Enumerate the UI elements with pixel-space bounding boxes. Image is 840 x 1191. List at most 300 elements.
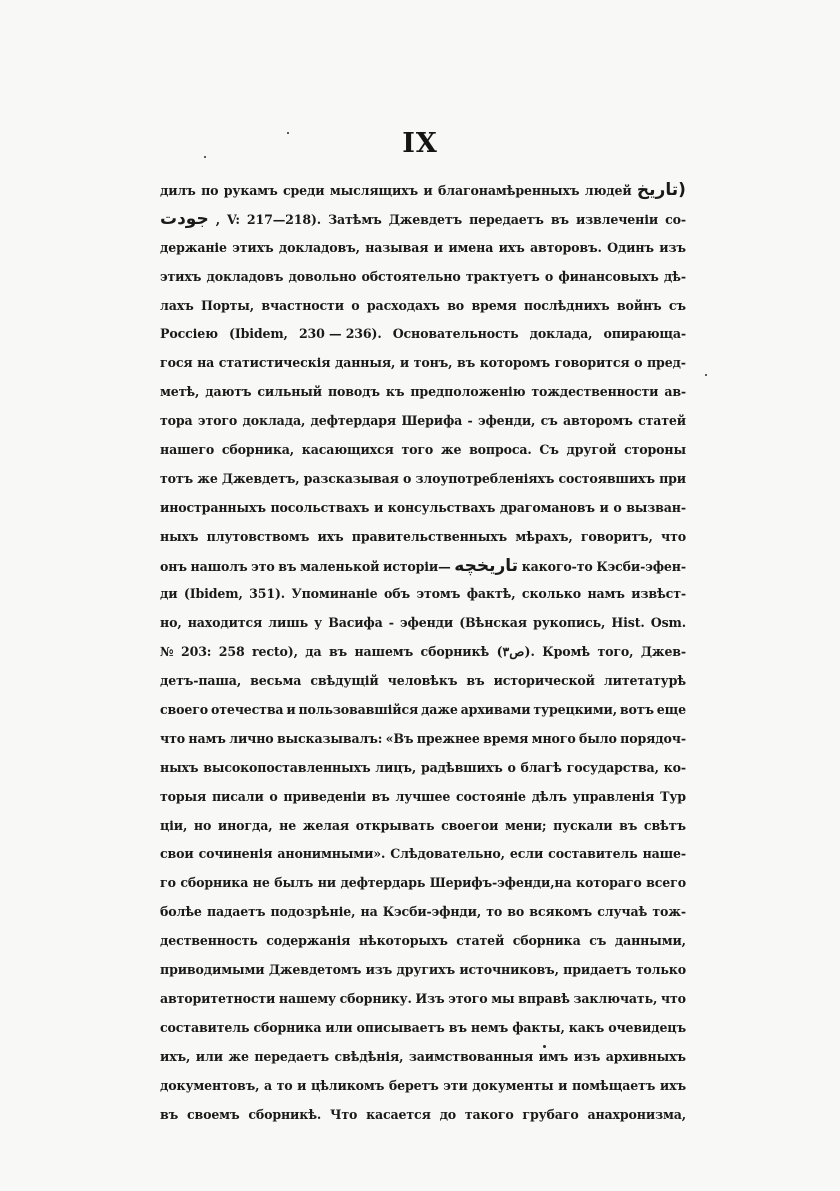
scan-speck xyxy=(287,132,289,134)
text-line xyxy=(160,205,686,234)
scan-speck xyxy=(543,1045,546,1048)
text-line xyxy=(160,436,686,465)
word: о xyxy=(544,268,554,284)
word: мы xyxy=(491,990,515,1006)
word: иностранныхъ xyxy=(160,499,266,515)
word: 203: xyxy=(180,644,212,660)
word: составитель xyxy=(160,1019,250,1035)
word: этихъ xyxy=(160,268,202,284)
word: метѣ, xyxy=(160,384,200,400)
word: о xyxy=(403,470,412,486)
word: Джевдетомъ xyxy=(268,962,362,978)
word: о xyxy=(351,297,360,313)
word: дественность xyxy=(160,933,258,949)
word: документовъ, xyxy=(160,1077,260,1093)
word: докладовъ, xyxy=(278,239,360,255)
word: тотъ xyxy=(160,470,194,486)
text-line xyxy=(160,898,686,927)
word: дѣ- xyxy=(663,268,686,284)
word: онъ xyxy=(160,558,187,574)
text-line xyxy=(160,176,686,205)
text-line xyxy=(160,263,686,292)
word: Джевдетъ xyxy=(388,211,463,227)
word: ихъ xyxy=(498,239,525,255)
word: говорится xyxy=(554,355,630,371)
word: (Вѣнская xyxy=(459,615,527,631)
text-line xyxy=(160,754,686,783)
word: говоритъ, xyxy=(580,528,653,544)
word: грубаго xyxy=(522,1106,579,1122)
word: съ xyxy=(589,933,607,949)
word: если xyxy=(509,846,544,862)
word: о xyxy=(507,759,516,775)
word: Кромѣ xyxy=(542,644,591,660)
word: нашолъ xyxy=(190,558,248,574)
word: содержанія xyxy=(266,933,351,949)
word: тора xyxy=(160,413,193,429)
word: сборника xyxy=(253,1019,322,1035)
word: было xyxy=(579,730,617,746)
word: съ xyxy=(668,297,686,313)
word: во xyxy=(447,297,465,313)
word: и xyxy=(373,499,384,515)
word: трактуетъ xyxy=(465,268,540,284)
word: довольно xyxy=(288,268,357,284)
word: Основательность xyxy=(392,326,519,342)
word: приводимыми xyxy=(160,962,265,978)
word: ко- xyxy=(663,759,686,775)
word: объ xyxy=(384,586,411,602)
word: детъ-паша, xyxy=(160,673,242,689)
text-line xyxy=(160,234,686,263)
word: (ص٣). xyxy=(496,644,535,660)
word: намъ xyxy=(188,730,226,746)
word: не xyxy=(252,875,270,891)
word: доклада, xyxy=(242,413,306,429)
word: писали xyxy=(211,788,264,804)
word: финансовыхъ xyxy=(558,268,659,284)
word: о xyxy=(269,788,278,804)
word: своегои xyxy=(441,817,499,833)
word: порядоч- xyxy=(620,730,686,746)
word: сборника xyxy=(180,875,249,891)
word: разсказывая xyxy=(303,470,399,486)
word: передаетъ xyxy=(469,211,544,227)
word: дефтердарь xyxy=(340,875,426,891)
word: V: xyxy=(227,211,240,227)
word: котораго xyxy=(576,875,642,891)
word: же xyxy=(197,470,218,486)
text-line xyxy=(160,609,686,638)
text-line xyxy=(160,523,686,552)
word: цѣликомъ xyxy=(310,1077,385,1093)
word: турецкими, xyxy=(533,702,617,718)
word: и xyxy=(558,1077,568,1093)
word: о xyxy=(613,499,622,515)
word: во xyxy=(507,904,525,920)
word: состоявшихъ xyxy=(558,470,655,486)
word: - xyxy=(467,413,473,429)
word: вызван- xyxy=(626,499,686,515)
word: свѣдущій xyxy=(310,673,379,689)
text-line xyxy=(160,349,686,378)
word: много xyxy=(531,730,576,746)
text-line xyxy=(160,667,686,696)
word: въ xyxy=(278,558,297,574)
word: анахронизма, xyxy=(587,1106,686,1122)
word: сколько xyxy=(521,586,581,602)
word: recto), xyxy=(252,644,298,660)
word: болѣе xyxy=(160,904,202,920)
word: не xyxy=(279,817,297,833)
word: еще xyxy=(656,702,686,718)
word: изъ xyxy=(659,239,686,255)
word: фактѣ, xyxy=(466,586,516,602)
word: сочиненія xyxy=(198,846,273,862)
word: падаетъ xyxy=(206,904,266,920)
word: Изъ xyxy=(415,990,445,1006)
word: статей xyxy=(638,413,686,429)
word: въ xyxy=(448,1019,467,1035)
word: сборника, xyxy=(221,442,295,458)
text-line xyxy=(160,552,686,581)
word: же xyxy=(440,442,462,458)
word: злоупотребленіяхъ xyxy=(415,470,555,486)
text-line xyxy=(160,869,686,898)
word: заключать, xyxy=(573,990,658,1006)
text-line xyxy=(160,812,686,841)
word: наше- xyxy=(642,846,686,862)
word: при xyxy=(659,470,686,486)
word: консульствахъ xyxy=(387,499,496,515)
text-line xyxy=(160,1072,686,1101)
word: что xyxy=(160,730,185,746)
word: немъ xyxy=(470,1019,509,1035)
word: съ xyxy=(540,413,558,429)
word: въ xyxy=(371,788,390,804)
word: го xyxy=(160,875,176,891)
word: тонъ, xyxy=(413,355,453,371)
word: Джевдетъ, xyxy=(221,470,300,486)
word: маленькой xyxy=(300,558,380,574)
text-line xyxy=(160,696,686,725)
word: 230 — 236). xyxy=(298,326,382,342)
word: плутовствомъ xyxy=(206,528,310,544)
text-line xyxy=(160,494,686,523)
text-line xyxy=(160,465,686,494)
word: архивныхъ xyxy=(605,1048,686,1064)
text-line xyxy=(160,1014,686,1043)
word: же xyxy=(228,1048,249,1064)
word: (Ibidem, xyxy=(183,586,243,602)
text-line xyxy=(160,1043,686,1072)
text-line xyxy=(160,956,686,985)
word: весьма xyxy=(250,673,302,689)
word: 258 xyxy=(218,644,245,660)
word: государства, xyxy=(566,759,659,775)
word: ціи, xyxy=(160,817,188,833)
word: ныхъ xyxy=(160,528,199,544)
word: имъ xyxy=(538,1048,569,1064)
word: Порты, xyxy=(200,297,254,313)
word: намъ xyxy=(587,586,625,602)
word: извлеченіи xyxy=(575,211,659,227)
word: благонамѣренныхъ xyxy=(437,183,580,198)
word: этого xyxy=(448,990,488,1006)
word: Что xyxy=(329,1106,358,1122)
word: вправѣ xyxy=(518,990,570,1006)
word: докладовъ xyxy=(206,268,284,284)
word: обстоятельно xyxy=(361,268,461,284)
word: и xyxy=(286,702,296,718)
word: , xyxy=(215,211,220,227)
word: нашего xyxy=(160,442,215,458)
word: имена xyxy=(448,239,494,255)
word: ни xyxy=(317,875,336,891)
word: иногда, xyxy=(217,817,273,833)
word: авторитетности xyxy=(160,990,276,1006)
word: Шерифа xyxy=(401,413,463,429)
word: данными, xyxy=(614,933,686,949)
word: очевидецъ xyxy=(608,1019,686,1035)
word: только xyxy=(635,962,686,978)
page-number: IX xyxy=(402,128,438,159)
word: время xyxy=(471,297,517,313)
word: Джев- xyxy=(640,644,686,660)
word: описываетъ xyxy=(356,1019,445,1035)
word: которомъ xyxy=(479,355,551,371)
text-line xyxy=(160,783,686,812)
word: исторіи— xyxy=(383,558,451,574)
word: всякомъ xyxy=(529,904,593,920)
word: посольствахъ xyxy=(270,499,370,515)
text-line xyxy=(160,407,686,436)
word: Тур xyxy=(660,788,686,804)
word: на xyxy=(197,355,215,371)
word: войнъ xyxy=(616,297,662,313)
body-text xyxy=(160,176,686,1129)
word: всего xyxy=(646,875,686,891)
word: Шерифъ-эфенди,на xyxy=(429,875,572,891)
word: ав- xyxy=(664,384,686,400)
word: этого xyxy=(197,413,238,429)
word: со- xyxy=(665,211,686,227)
word: Съ xyxy=(539,442,559,458)
word: радѣвшихъ xyxy=(420,759,503,775)
word: по xyxy=(201,183,219,198)
word: нашему xyxy=(278,990,336,1006)
word: лицъ, xyxy=(375,759,417,775)
word: Кэсби-эфен- xyxy=(596,558,686,574)
word: свѣдѣнія, xyxy=(334,1048,404,1064)
word: Кэсби-эфнди, xyxy=(382,904,482,920)
word: источниковъ, xyxy=(459,962,559,978)
word: извѣст- xyxy=(631,586,686,602)
word: (Ibidem, xyxy=(229,326,288,342)
text-line xyxy=(160,292,686,321)
word: мени; xyxy=(504,817,547,833)
word: эфенди xyxy=(400,615,454,631)
word: этихъ xyxy=(232,239,274,255)
word: рукамъ xyxy=(223,183,278,198)
word: благѣ xyxy=(520,759,562,775)
word: помѣщаетъ xyxy=(571,1077,656,1093)
word: дефтердаря xyxy=(310,413,397,429)
word: эфенди, xyxy=(477,413,536,429)
word: сильный xyxy=(257,384,322,400)
word: пред- xyxy=(646,355,686,371)
word: мѣрахъ, xyxy=(515,528,573,544)
word: касающихся xyxy=(301,442,394,458)
word: изъ xyxy=(573,1048,601,1064)
word: того xyxy=(401,442,434,458)
word: даже xyxy=(421,702,458,718)
arabic-word: جودت xyxy=(160,208,209,229)
word: авторомъ xyxy=(563,413,633,429)
word: 351). xyxy=(249,586,286,602)
word: гося xyxy=(160,355,193,371)
word: стороны xyxy=(624,442,686,458)
word: высказывалъ: xyxy=(276,730,383,746)
word: въ xyxy=(328,644,348,660)
word: заимствованныя xyxy=(408,1048,534,1064)
word: былъ xyxy=(274,875,314,891)
word: какъ xyxy=(568,1019,605,1035)
word: литетатурѣ xyxy=(603,673,686,689)
word: вопроса. xyxy=(469,442,532,458)
word: опирающа- xyxy=(603,326,686,342)
word: архивами xyxy=(460,702,531,718)
word: статей xyxy=(456,933,505,949)
word: свѣтъ xyxy=(643,817,686,833)
word: своемъ xyxy=(186,1106,240,1122)
word: и xyxy=(399,355,410,371)
word: человѣкъ xyxy=(387,673,458,689)
word: сборникѣ xyxy=(420,644,490,660)
word: да xyxy=(305,644,322,660)
word: «Въ xyxy=(385,730,414,746)
word: расходахъ xyxy=(366,297,440,313)
scan-speck xyxy=(705,374,707,376)
word: Osm. xyxy=(650,615,686,631)
word: но xyxy=(193,817,212,833)
word: этомъ xyxy=(416,586,461,602)
word: находится xyxy=(187,615,263,631)
word: даютъ xyxy=(205,384,252,400)
text-line xyxy=(160,985,686,1014)
word: ихъ xyxy=(659,1077,686,1093)
arabic-word: تاريخچه xyxy=(454,555,519,576)
word: правительственныхъ xyxy=(351,528,508,544)
word: доклада, xyxy=(529,326,593,342)
word: ихъ, xyxy=(160,1048,191,1064)
word: то xyxy=(276,1077,293,1093)
word: къ xyxy=(385,384,405,400)
word: въ xyxy=(160,1106,179,1122)
word: подозрѣніе, xyxy=(270,904,356,920)
word: документы xyxy=(472,1077,554,1093)
word: мыслящихъ xyxy=(329,183,419,198)
word: и xyxy=(423,183,433,198)
word: составитель xyxy=(548,846,638,862)
word: открывать xyxy=(355,817,435,833)
word: о xyxy=(634,355,643,371)
word: сборника xyxy=(512,933,581,949)
word: пускали xyxy=(553,817,613,833)
word: того, xyxy=(597,644,634,660)
word: управленія xyxy=(572,788,655,804)
word: авторовъ. xyxy=(529,239,602,255)
word: приведеніи xyxy=(283,788,366,804)
word: а xyxy=(263,1077,272,1093)
word: Hist. xyxy=(611,615,645,631)
word: ди xyxy=(160,586,178,602)
word: высокопоставленныхъ xyxy=(203,759,371,775)
word: лучшее xyxy=(395,788,451,804)
text-line xyxy=(160,580,686,609)
word: касается xyxy=(366,1106,431,1122)
word: но, xyxy=(160,615,182,631)
word: нашемъ xyxy=(354,644,414,660)
word: Упоминаніе xyxy=(291,586,378,602)
text-line xyxy=(160,927,686,956)
text-line xyxy=(160,320,686,349)
word: другихъ xyxy=(396,962,455,978)
word: дилъ xyxy=(160,183,196,198)
word: Россіею xyxy=(160,326,218,342)
word: такого xyxy=(464,1106,514,1122)
word: лишь xyxy=(268,615,308,631)
word: въ xyxy=(550,211,569,227)
word: время xyxy=(483,730,529,746)
word: вотъ xyxy=(619,702,654,718)
word: драгомановъ xyxy=(499,499,595,515)
word: у xyxy=(314,615,323,631)
word: ихъ xyxy=(317,528,344,544)
word: свои xyxy=(160,846,194,862)
word: лахъ xyxy=(160,297,194,313)
word: отечества xyxy=(210,702,284,718)
word: и xyxy=(297,1077,307,1093)
word: статистическія xyxy=(218,355,331,371)
word: анонимными». xyxy=(277,846,386,862)
word: на xyxy=(360,904,378,920)
word: случаѣ xyxy=(597,904,648,920)
word: вчастности xyxy=(261,297,344,313)
word: въ xyxy=(619,817,638,833)
word: въ xyxy=(466,673,485,689)
word: ныхъ xyxy=(160,759,199,775)
word: передаетъ xyxy=(254,1048,330,1064)
word: это xyxy=(251,558,275,574)
text-line xyxy=(160,378,686,407)
word: до xyxy=(439,1106,457,1122)
word: и xyxy=(599,499,609,515)
text-line xyxy=(160,1101,686,1130)
word: людей xyxy=(584,183,632,198)
word: Затѣмъ xyxy=(328,211,382,227)
word: Одинъ xyxy=(607,239,654,255)
word: изъ xyxy=(365,962,393,978)
word: рукопись, xyxy=(533,615,606,631)
word: - xyxy=(388,615,394,631)
word: пользовавшійся xyxy=(298,702,419,718)
word: что xyxy=(660,990,686,1006)
word: сборникѣ. xyxy=(248,1106,322,1122)
word: желая xyxy=(302,817,350,833)
word: держаніе xyxy=(160,239,227,255)
word: въ xyxy=(457,355,476,371)
